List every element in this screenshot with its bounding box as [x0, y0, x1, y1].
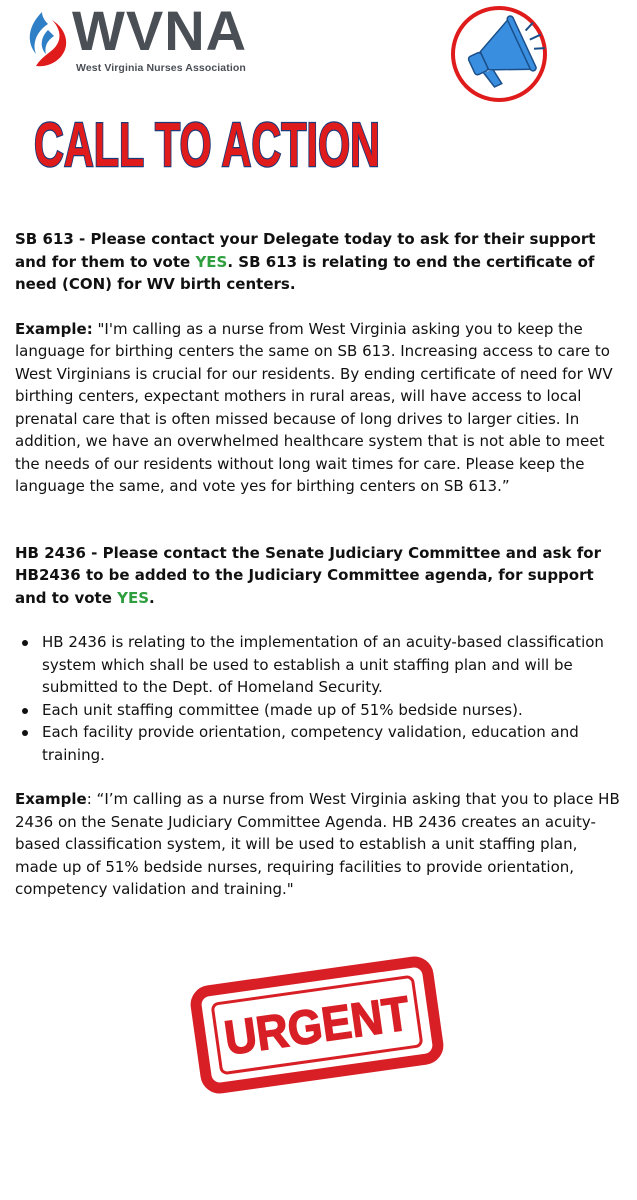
sb613-example-label: Example:: [15, 319, 93, 338]
urgent-stamp: [186, 950, 448, 1100]
sb613-yes: YES: [195, 252, 228, 271]
megaphone-icon: [441, 4, 557, 104]
flame-icon: [22, 8, 72, 70]
sb613-example-text: "I'm calling as a nurse from West Virginia asking you to keep the language for birthing centers the same on SB 613. Increasing access to care to West Virginians is crucial for our residents. By ending certificate of need for WV birthing centers, expectant mothers in rural areas, will have access to local prenatal care that is often missed because of long drives to larger cities. In addition, we have an overwhelmed healthcare system that is not able to meet the needs of our residents without long wait times for care. Please keep the language the same, and vote yes for birthing centers on SB 613.”: [15, 319, 613, 495]
urgent-text: URGENT: [221, 984, 430, 1066]
hb2436-heading: [15, 542, 621, 610]
hb2436-example-text: : “I’m calling as a nurse from West Virginia asking that you to place HB 2436 on the Senate Judiciary Committee Agenda. HB 2436 creates an acuity-based classification system, it will be used to establish a unit staffing plan, made up of 51% bedside nurses, requiring facilities to provide orientation, competency validation and training.": [15, 790, 620, 898]
sb613-heading-text-end: . SB 613 is relating to end the certificate of need (CON) for WV birth centers.: [15, 252, 595, 293]
main-content: [15, 228, 621, 901]
logo-subtitle: West Virginia Nurses Association: [76, 62, 246, 74]
hb2436-heading-text: HB 2436 - Please contact the Senate Judiciary Committee and ask for HB2436 to be added to the Judiciary Committee agenda, for support and to vote: [15, 543, 601, 607]
logo-wordmark: WVNA: [72, 0, 248, 62]
hb2436-example: [15, 788, 621, 901]
hb2436-heading-text-end: .: [149, 588, 155, 607]
wvna-logo: [22, 0, 302, 74]
list-item: HB 2436 is relating to the implementation of an acuity-based classification system which shall be used to establish a unit staffing plan and will be submitted to the Dept. of Homeland Security.: [42, 631, 621, 699]
hb2436-bullet-list: [15, 631, 621, 766]
call-to-action-title: [32, 108, 392, 178]
sb613-example: [15, 318, 621, 498]
list-item: Each unit staffing committee (made up of 51% bedside nurses).: [42, 699, 621, 722]
hb2436-yes: YES: [117, 588, 150, 607]
sb613-heading: [15, 228, 621, 296]
title-text: CALL TO ACTION: [34, 111, 380, 180]
sb613-heading-text: SB 613 - Please contact your Delegate today to ask for their support and for them to vote: [15, 230, 596, 271]
hb2436-example-label: Example: [15, 790, 87, 808]
list-item: Each facility provide orientation, competency validation, education and training.: [42, 721, 621, 766]
